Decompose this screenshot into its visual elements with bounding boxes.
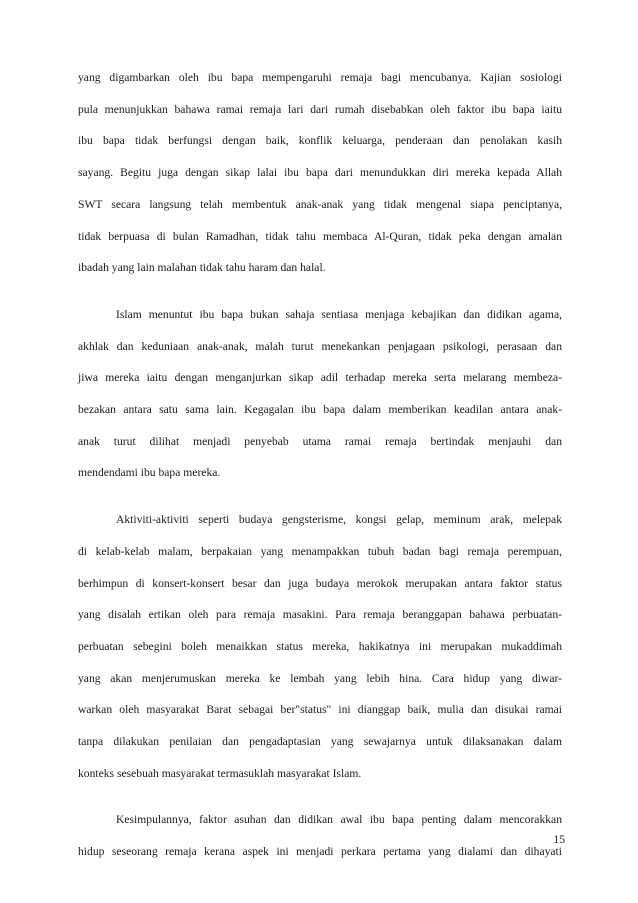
text-line: mendendami ibu bapa mereka. xyxy=(78,466,221,480)
text-line: yang digambarkan oleh ibu bapa mempengaruhi remaja bagi mencubanya. Kajian sosiologi xyxy=(78,71,562,84)
text-line: perbuatan sebegini boleh menaikkan status mereka, hakikatnya ini merupakan mukaddimah xyxy=(78,639,562,653)
text-line: warkan oleh masyarakat Barat sebagai ber"status" ini dianggap baik, mulia dan disukai ramai xyxy=(78,703,562,717)
text-line: SWT secara langsung telah membentuk anak-anak yang tidak mengenal siapa penciptanya, xyxy=(78,197,562,211)
text-line: pula menunjukkan bahawa ramai remaja lari dari rumah disebabkan oleh faktor ibu bapa iaitu xyxy=(78,102,562,116)
text-line: anak turut dilihat menjadi penyebab utama ramai remaja bertindak menjauhi dan xyxy=(78,434,562,448)
text-line: Islam menuntut ibu bapa bukan sahaja sentiasa menjaga kebajikan dan didikan agama, xyxy=(116,307,562,321)
text-line: yang disalah ertikan oleh para remaja masakini. Para remaja beranggapan bahawa perbuatan- xyxy=(78,608,562,622)
text-line: tidak berpuasa di bulan Ramadhan, tidak tahu membaca Al-Quran, tidak peka dengan amalan xyxy=(78,229,562,243)
paragraph-1 xyxy=(78,62,562,284)
text-line: di kelab-kelab malam, berpakaian yang menampakkan tubuh badan bagi remaja perempuan, xyxy=(78,544,562,558)
text-line: hidup seseorang remaja kerana aspek ini menjadi perkara pertama yang dialami dan dihayati xyxy=(78,845,562,859)
text-line: Aktiviti-aktiviti seperti budaya gengsterisme, kongsi gelap, meminum arak, melepak xyxy=(116,513,562,527)
text-line: akhlak dan keduniaan anak-anak, malah turut menekankan penjagaan psikologi, perasaan dan xyxy=(78,339,562,353)
body-text xyxy=(78,62,562,868)
text-line: ibadah yang lain malahan tidak tahu haram dan halal. xyxy=(78,261,326,275)
text-line: berhimpun di konsert-konsert besar dan juga budaya merokok merupakan antara faktor status xyxy=(78,576,562,590)
text-line: Kesimpulannya, faktor asuhan dan didikan awal ibu bapa penting dalam mencorakkan xyxy=(116,813,562,827)
text-line: yang akan menjerumuskan mereka ke lembah yang lebih hina. Cara hidup yang diwar- xyxy=(78,671,562,685)
paragraph-3 xyxy=(78,504,562,789)
paragraph-4 xyxy=(78,804,562,867)
paragraph-2 xyxy=(78,299,562,489)
text-line: bezakan antara satu sama lain. Kegagalan ibu bapa dalam memberikan keadilan antara anak- xyxy=(78,403,562,417)
text-line: konteks sesebuah masyarakat termasuklah masyarakat Islam. xyxy=(78,766,362,780)
text-line: tanpa dilakukan penilaian dan pengadaptasian yang sewajarnya untuk dilaksanakan dalam xyxy=(78,735,562,749)
page-number: 15 xyxy=(553,833,565,846)
text-line: ibu bapa tidak berfungsi dengan baik, konflik keluarga, penderaan dan penolakan kasih xyxy=(78,134,562,148)
text-line: sayang. Begitu juga dengan sikap lalai ibu bapa dari menundukkan diri mereka kepada Allah xyxy=(78,166,562,180)
text-line: jiwa mereka iaitu dengan menganjurkan sikap adil terhadap mereka serta melarang membeza- xyxy=(78,371,562,385)
